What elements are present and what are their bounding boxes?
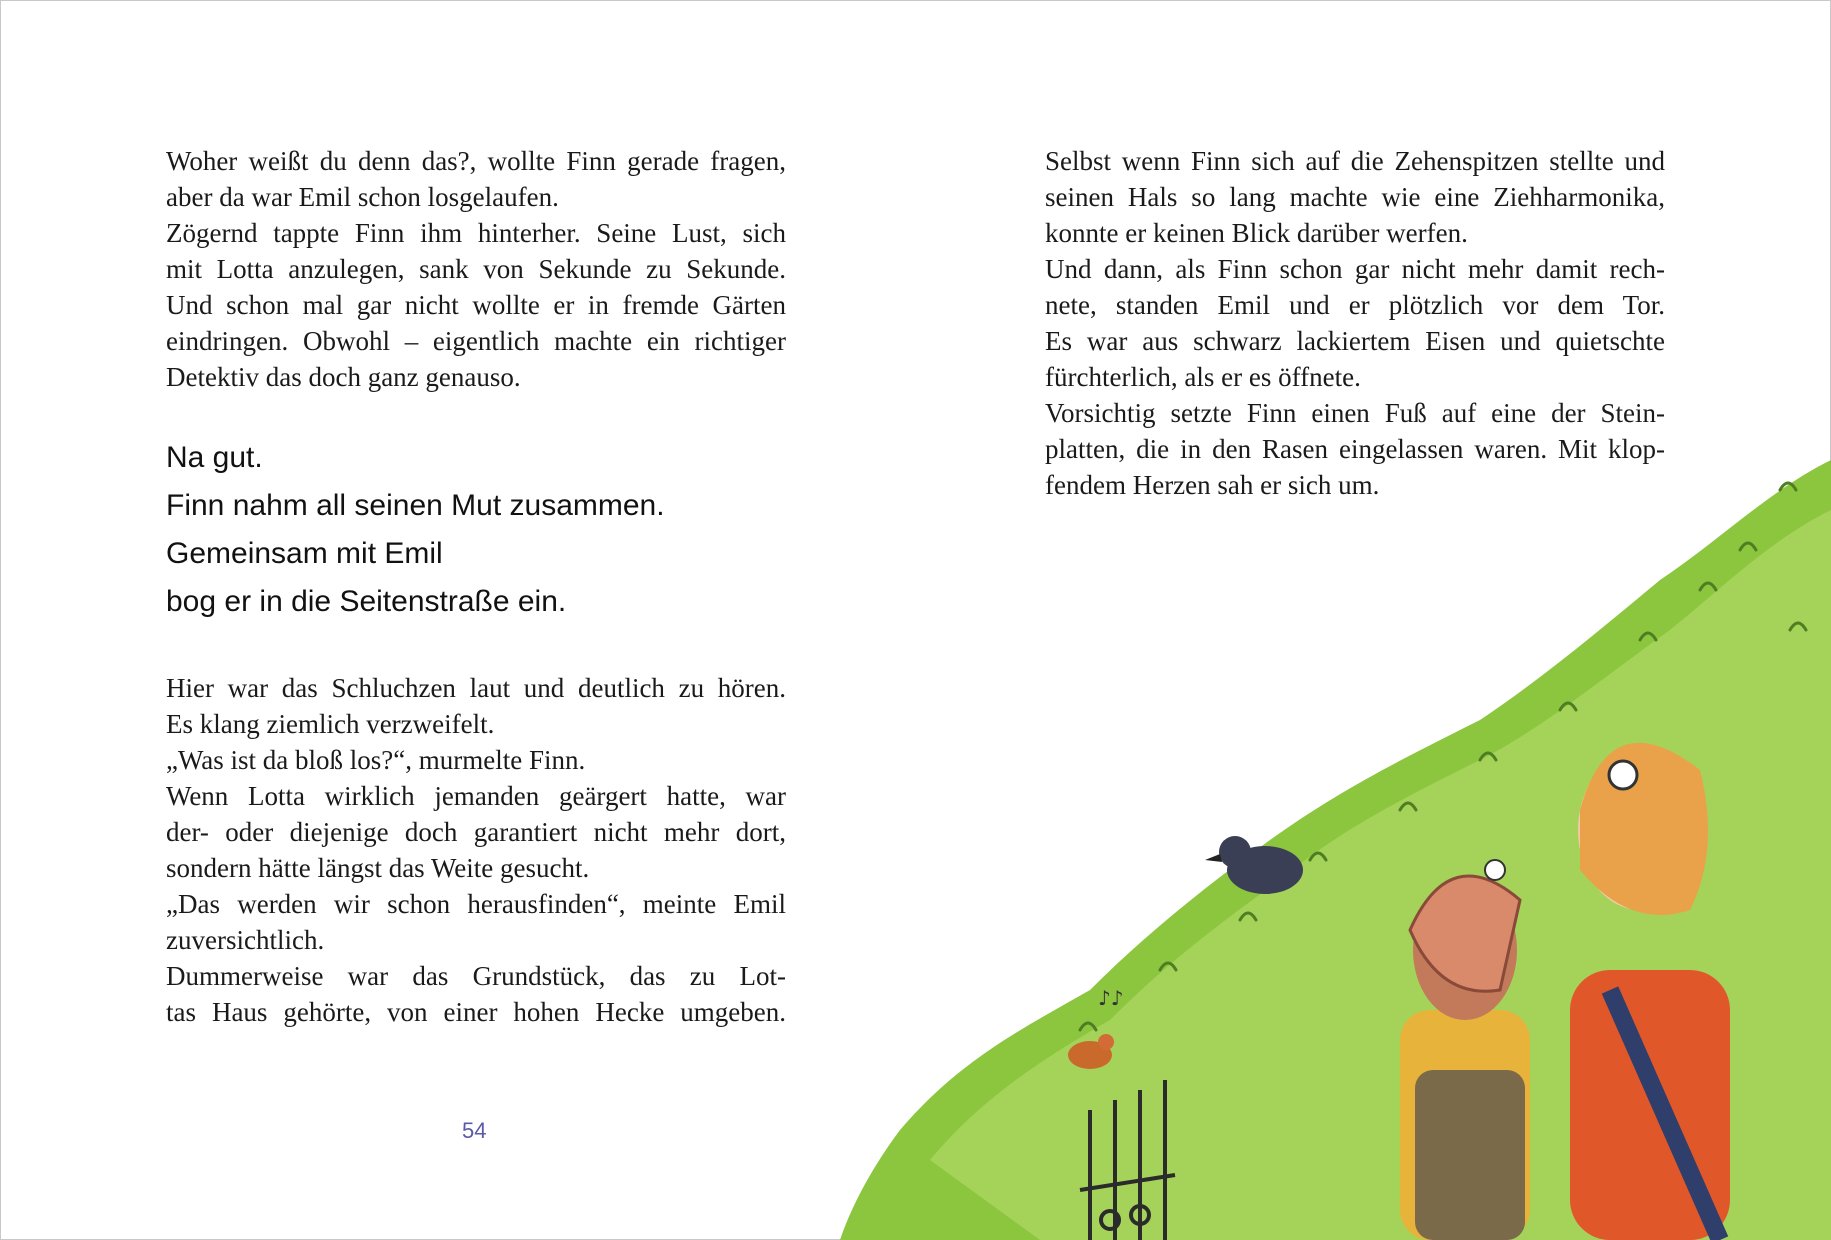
highlight-line: Finn nahm all seinen Mut zusammen.	[166, 489, 665, 522]
left-paragraph-2	[166, 670, 786, 1030]
text-line: „Was ist da bloß los?“, murmelte Finn.	[166, 745, 586, 775]
child-emil	[1400, 860, 1530, 1240]
text-line: fendem Herzen sah er sich um.	[1045, 470, 1380, 500]
text-line: Woher weißt du denn das?, wollte Finn gerade fragen,	[166, 146, 786, 176]
text-line: konnte er keinen Blick darüber werfen.	[1045, 218, 1468, 248]
text-line: Und dann, als Finn schon gar nicht mehr damit rech-	[1045, 254, 1665, 284]
highlight-line: Na gut.	[166, 441, 263, 474]
text-line: eindringen. Obwohl – eigentlich machte ein richtiger	[166, 326, 786, 356]
text-line: nete, standen Emil und er plötzlich vor dem Tor.	[1045, 290, 1665, 320]
text-line: Dummerweise war das Grundstück, das zu Lot-	[166, 961, 786, 991]
text-line: fürchterlich, als er es öffnete.	[1045, 362, 1361, 392]
text-line: „Das werden wir schon herausfinden“, meinte Emil	[166, 889, 786, 919]
text-line: aber da war Emil schon losgelaufen.	[166, 182, 559, 212]
text-line: Selbst wenn Finn sich auf die Zehenspitzen stellte und	[1045, 146, 1665, 176]
text-line: Wenn Lotta wirklich jemanden geärgert hatte, war	[166, 781, 786, 811]
text-line: Detektiv das doch ganz genauso.	[166, 362, 521, 392]
page-number: 54	[462, 1118, 487, 1143]
hedge-illustration	[840, 430, 1831, 1240]
highlight-line: bog er in die Seitenstraße ein.	[166, 585, 567, 618]
text-line: tas Haus gehörte, von einer hohen Hecke umgeben.	[166, 997, 786, 1027]
svg-text:♪♪: ♪♪	[1098, 986, 1124, 1010]
text-line: der- oder diejenige doch garantiert nicht mehr dort,	[166, 817, 786, 847]
text-line: Hier war das Schluchzen laut und deutlich zu hören.	[166, 673, 786, 703]
left-paragraph-1	[166, 143, 786, 395]
text-line: Es war aus schwarz lackiertem Eisen und quietschte	[1045, 326, 1665, 356]
text-line: Es klang ziemlich verzweifelt.	[166, 709, 495, 739]
text-line: Vorsichtig setzte Finn einen Fuß auf eine der Stein-	[1045, 398, 1665, 428]
highlight-text	[166, 434, 665, 626]
text-line: zuversichtlich.	[166, 925, 325, 955]
text-line: sondern hätte längst das Weite gesucht.	[166, 853, 590, 883]
text-line: Und schon mal gar nicht wollte er in fremde Gärten	[166, 290, 786, 320]
text-line: platten, die in den Rasen eingelassen waren. Mit klop-	[1045, 434, 1665, 464]
child-finn	[1570, 743, 1730, 1240]
highlight-line: Gemeinsam mit Emil	[166, 537, 443, 570]
text-line: mit Lotta anzulegen, sank von Sekunde zu Sekunde.	[166, 254, 786, 284]
text-line: Zögernd tappte Finn ihm hinterher. Seine Lust, sich	[166, 218, 786, 248]
text-line: seinen Hals so lang machte wie eine Ziehharmonika,	[1045, 182, 1665, 212]
